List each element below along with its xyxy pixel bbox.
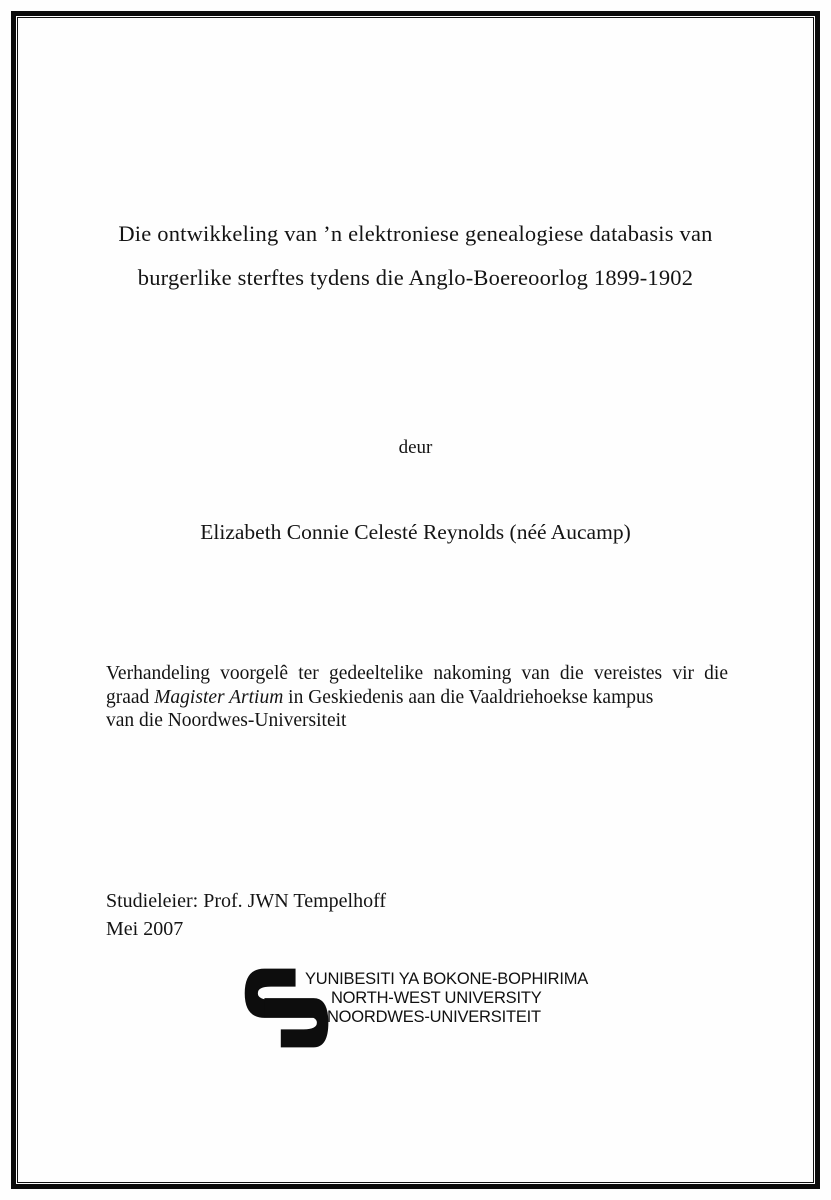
university-name-afrikaans: NOORDWES-UNIVERSITEIT — [326, 1008, 541, 1026]
supervisor-line: Studieleier: Prof. JWN Tempelhoff — [106, 890, 387, 912]
university-logo-text — [305, 967, 588, 1027]
date-line: Mei 2007 — [106, 917, 184, 940]
submission-line2 — [106, 686, 728, 710]
submission-line2-suffix: in Geskiedenis aan die Vaaldriehoekse kampus — [283, 686, 654, 708]
submission-line2-prefix: graad — [106, 686, 155, 708]
byline-preposition: deur — [398, 437, 433, 458]
thesis-title-line1: Die ontwikkeling van ’n elektroniese genealogiese databasis van — [118, 221, 713, 246]
university-name-english: NORTH-WEST UNIVERSITY — [330, 989, 542, 1007]
degree-name: Magister Artium — [154, 686, 284, 708]
submission-statement — [106, 662, 728, 733]
thesis-title-line2: burgerlike sterftes tydens die Anglo-Boereoorlog 1899-1902 — [137, 265, 694, 290]
university-logo — [0, 967, 831, 1049]
thesis-title — [60, 212, 771, 300]
submission-line1: Verhandeling voorgelê ter gedeeltelike nakoming van die vereistes vir die — [106, 663, 728, 684]
submission-line3: van die Noordwes-Universiteit — [106, 710, 347, 731]
supervisor-and-date — [106, 888, 386, 943]
university-name-setswana: YUNIBESITI YA BOKONE-BOPHIRIMA — [304, 970, 589, 988]
author-name: Elizabeth Connie Celesté Reynolds (néé Aucamp) — [200, 520, 631, 544]
